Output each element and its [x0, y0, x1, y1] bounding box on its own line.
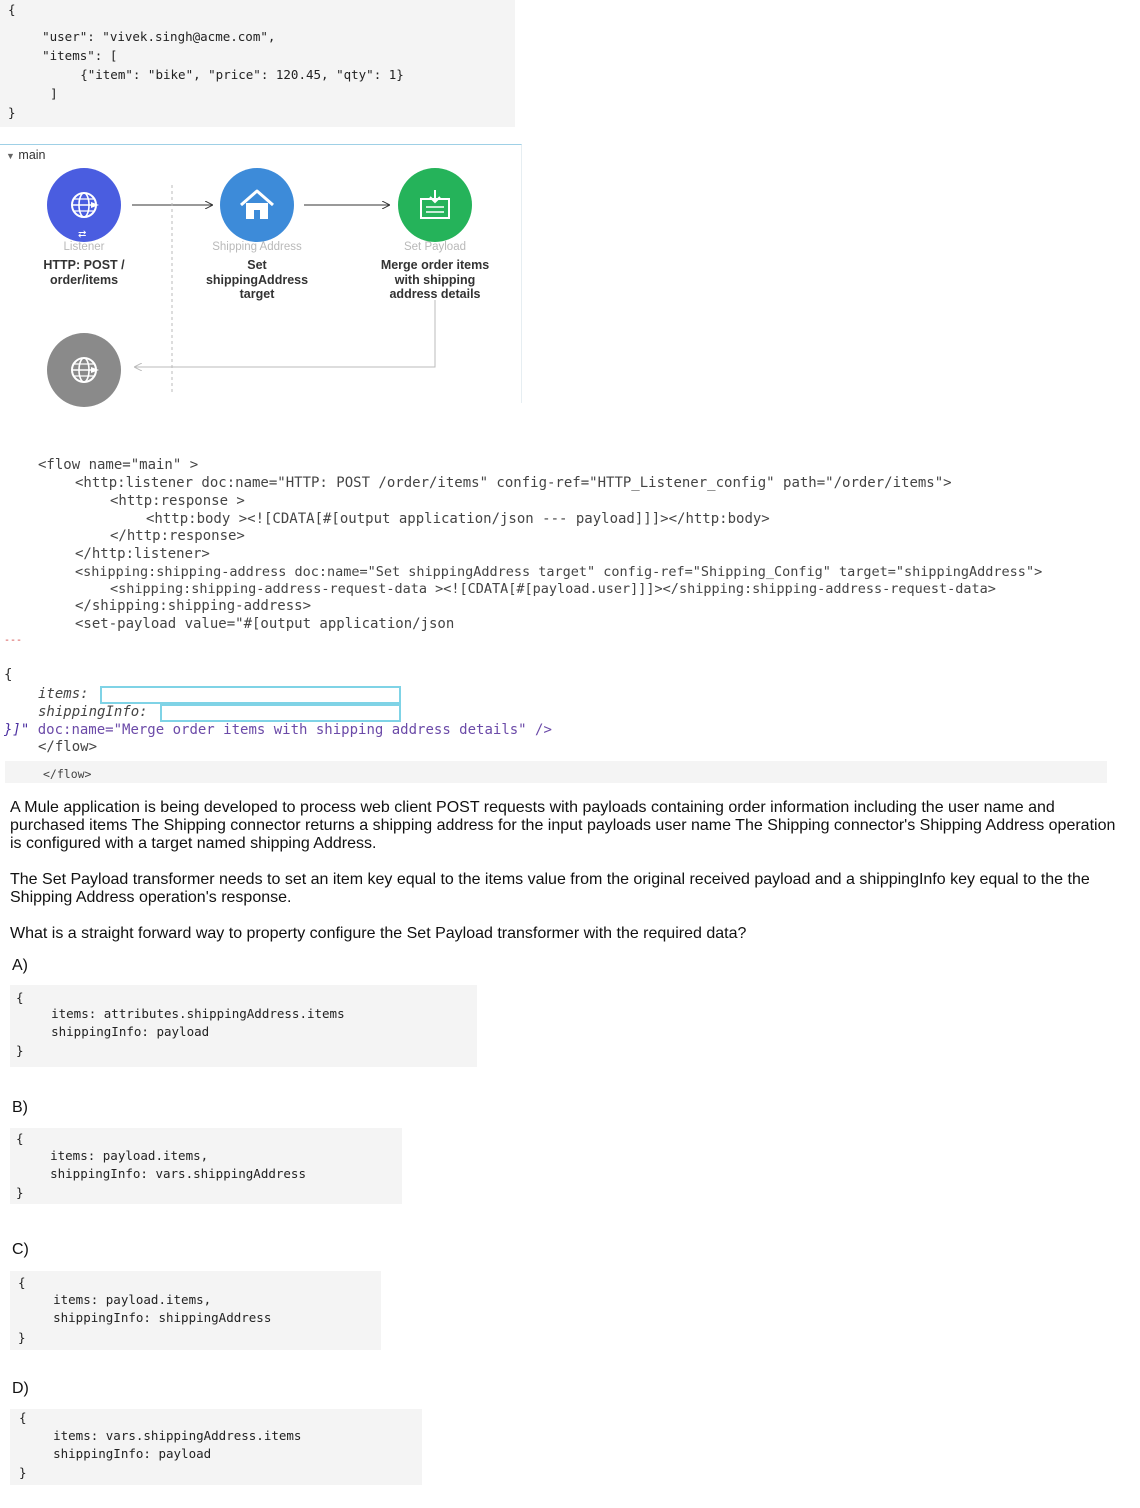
option-d-line2: shippingInfo: payload	[23, 1446, 212, 1461]
items-blank-input[interactable]	[100, 686, 401, 704]
option-b-line2: shippingInfo: vars.shippingAddress	[20, 1166, 306, 1181]
shipping-info-blank-input[interactable]	[160, 704, 401, 722]
option-a-code[interactable]	[10, 985, 477, 1067]
listener-badge-icon: ⇄	[78, 229, 87, 240]
json-items-line: "items": [	[12, 48, 118, 63]
xml-end-prefix: }]"	[4, 722, 30, 738]
option-c-line1: items: payload.items,	[23, 1292, 212, 1307]
xml-footer-bar	[5, 761, 1107, 783]
option-d-label[interactable]: D)	[12, 1380, 29, 1397]
option-b-open: {	[16, 1131, 24, 1146]
option-c-line2: shippingInfo: shippingAddress	[23, 1310, 272, 1325]
xml-end-attr: doc:name="Merge order items with shipping address details" />	[37, 722, 552, 738]
xml-separator: ---	[4, 635, 23, 646]
option-a-close: }	[16, 1043, 24, 1058]
set-payload-node[interactable]	[398, 168, 472, 242]
xml-flow-close-2: </flow>	[43, 767, 92, 781]
json-open: {	[8, 2, 16, 17]
xml-line-10: <set-payload value="#[output application/json	[75, 616, 455, 632]
xml-end-line	[4, 722, 552, 740]
option-c-open: {	[18, 1275, 26, 1290]
xml-line-7: <shipping:shipping-address doc:name="Set shippingAddress target" config-ref="Shipping_Config" target="shippingAddress">	[75, 564, 1043, 580]
house-icon	[237, 187, 277, 223]
set-payload-type: Set Payload	[403, 241, 466, 253]
xml-line-8: <shipping:shipping-address-request-data ><![CDATA[#[payload.user]]]></shipping:shipping-address-request-data>	[110, 581, 996, 597]
flow-title-label: main	[18, 148, 46, 162]
xml-line-6: </http:listener>	[75, 546, 210, 562]
items-key: items:	[38, 686, 89, 702]
option-d-line1: items: vars.shippingAddress.items	[23, 1428, 302, 1443]
option-b-label[interactable]: B)	[12, 1099, 28, 1116]
option-b-code[interactable]	[10, 1128, 402, 1204]
option-d-open: {	[19, 1410, 27, 1425]
xml-line-4: <http:body ><![CDATA[#[output application/json --- payload]]]></http:body>	[146, 511, 770, 527]
response-node[interactable]	[47, 333, 121, 407]
xml-brace: {	[4, 667, 13, 683]
xml-line-1: <flow name="main" >	[38, 457, 199, 473]
shipping-address-node[interactable]	[220, 168, 294, 242]
question-paragraph-2: The Set Payload transformer needs to set an item key equal to the items value from the original received payload and a shippingInfo key equal to the the Shipping Address operation's response.	[10, 871, 1090, 906]
option-a-line1: items: attributes.shippingAddress.items	[21, 1006, 345, 1021]
json-user-line: "user": "vivek.singh@acme.com",	[12, 29, 276, 44]
xml-line-5: </http:response>	[110, 528, 245, 544]
json-item-line: {"item": "bike", "price": 120.45, "qty": 1}	[20, 67, 404, 82]
shipping-info-key: shippingInfo:	[38, 704, 148, 720]
option-c-code[interactable]	[10, 1271, 381, 1350]
option-b-line1: items: payload.items,	[20, 1148, 209, 1163]
shipping-address-type: Shipping Address	[212, 241, 302, 253]
arrow-to-response	[135, 300, 435, 367]
xml-line-3: <http:response >	[110, 493, 245, 509]
option-d-close: }	[19, 1465, 27, 1480]
option-c-label[interactable]: C)	[12, 1241, 29, 1258]
globe-icon	[67, 188, 101, 222]
xml-flow-close: </flow>	[38, 739, 98, 755]
option-d-code[interactable]	[10, 1409, 422, 1485]
globe-icon	[67, 353, 101, 387]
set-payload-icon	[416, 188, 454, 222]
option-a-open: {	[16, 990, 24, 1005]
json-close-array: ]	[20, 86, 58, 101]
listener-type: Listener	[63, 241, 105, 253]
xml-line-2: <http:listener doc:name="HTTP: POST /order/items" config-ref="HTTP_Listener_config" path="/order/items">	[75, 475, 952, 491]
json-close: }	[8, 105, 16, 120]
request-json-block	[0, 0, 515, 127]
shipping-address-label: Set shippingAddress target	[205, 258, 309, 301]
question-paragraph-3: What is a straight forward way to property configure the Set Payload transformer with the required data?	[10, 925, 747, 942]
option-a-label[interactable]: A)	[12, 957, 28, 974]
option-a-line2: shippingInfo: payload	[21, 1024, 210, 1039]
listener-label: HTTP: POST / order/items	[43, 258, 125, 287]
collapse-triangle-icon[interactable]: ▼	[6, 151, 15, 161]
option-c-close: }	[18, 1330, 26, 1345]
option-b-close: }	[16, 1185, 24, 1200]
question-paragraph-1: A Mule application is being developed to process web client POST requests with payloads containing order information including the user name and purchased items The Shipping connector returns a shipping address for the input payloads user name The Shipping connector's Shipping Address operation is configured with a target named shipping Address.	[10, 799, 1116, 852]
xml-line-9: </shipping:shipping-address>	[75, 598, 312, 614]
flow-diagram	[0, 144, 522, 403]
set-payload-label: Merge order items with shipping address details	[380, 258, 490, 301]
